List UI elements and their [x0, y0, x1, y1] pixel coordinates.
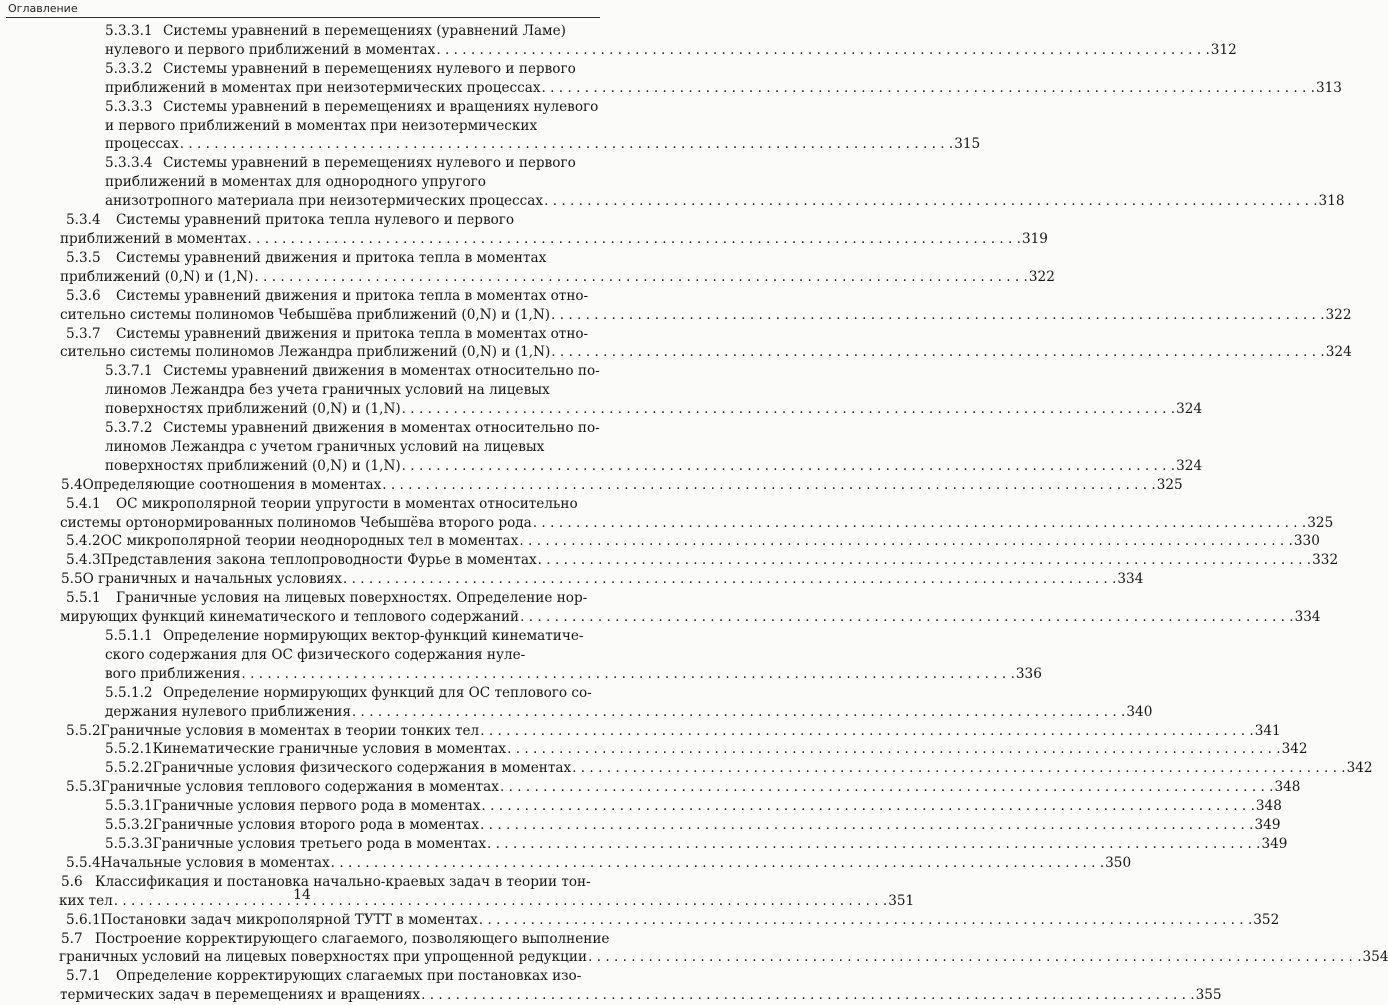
toc-entry-title-line: линомов Лежандра с учетом граничных условий на лицевых — [105, 438, 545, 455]
dot-leader — [572, 759, 1345, 778]
toc-entry-number: 5.3.3.4 — [105, 155, 153, 172]
toc-entry[interactable] — [0, 532, 1320, 551]
toc-entry-number: 5.5.1.2 — [105, 684, 153, 701]
toc-entry-title-line: системы ортонормированных полиномов Чебышёва второго рода — [60, 514, 532, 531]
dot-leader — [538, 551, 1311, 570]
toc-entry-page: 349 — [1254, 817, 1281, 834]
toc-entry[interactable] — [0, 589, 1321, 627]
toc-entry-page: 313 — [1316, 79, 1342, 96]
table-of-contents — [0, 22, 1388, 1005]
toc-entry-title-line: Системы уравнений в перемещениях (уравнений Ламе) — [163, 23, 566, 39]
toc-entry-page: 334 — [1294, 609, 1321, 626]
toc-entry-title-line: Граничные условия в моментах в теории тонких тел — [100, 722, 480, 739]
toc-entry[interactable] — [0, 854, 1132, 873]
toc-entry[interactable] — [0, 495, 1334, 533]
dot-leader — [343, 570, 1116, 589]
dot-leader — [402, 400, 1175, 419]
toc-entry-page: 315 — [954, 136, 981, 153]
toc-entry-title-line: приближений в моментах при неизотермических процессах — [105, 79, 541, 96]
toc-entry-title-line: Системы уравнений движения в моментах относительно по- — [163, 363, 600, 380]
toc-entry-title-line: Системы уравнений движения и притока тепла в моментах отно- — [116, 325, 589, 342]
toc-entry[interactable] — [0, 287, 1352, 325]
toc-entry-page: 332 — [1312, 552, 1339, 569]
dot-leader — [544, 192, 1317, 211]
dot-leader — [480, 722, 1253, 741]
toc-entry-title-line: Определение нормирующих функций для ОС теплового со- — [163, 684, 592, 701]
toc-entry-title-line: Постановки задач микрополярной ТУТТ в моментах — [100, 911, 478, 928]
dot-leader — [402, 457, 1175, 476]
dot-leader — [487, 835, 1260, 854]
dot-leader — [352, 703, 1125, 722]
toc-entry-title-line: Системы уравнений движения в моментах относительно по- — [163, 420, 600, 437]
toc-entry-page: 348 — [1255, 798, 1282, 815]
toc-entry[interactable] — [0, 325, 1352, 363]
dot-leader — [479, 911, 1252, 930]
toc-entry[interactable] — [0, 22, 1237, 60]
toc-entry-title-line: Граничные условия на лицевых поверхностях. Определение нор- — [116, 590, 588, 607]
toc-entry-number: 5.5.3 — [66, 779, 101, 796]
toc-entry-title-line: ского содержания для ОС физического содержания нуле- — [105, 646, 526, 663]
toc-entry-page: 324 — [1176, 401, 1203, 418]
toc-entry-number: 5.5.2 — [66, 722, 101, 739]
toc-entry-number: 5.5.4 — [66, 854, 101, 871]
toc-entry-title-line: процессах — [105, 136, 179, 153]
toc-entry-title-line: вого приближения — [105, 665, 241, 682]
toc-entry-title-line: Системы уравнений в перемещениях нулевого и первого — [163, 155, 576, 172]
toc-entry-page: 340 — [1126, 703, 1153, 720]
toc-entry-title-line: нулевого и первого приближений в моментах — [105, 41, 436, 58]
toc-entry-title-line: О граничных и начальных условиях — [82, 571, 342, 588]
dot-leader — [254, 268, 1027, 287]
toc-entry-number: 5.3.7 — [66, 325, 101, 342]
dot-leader — [507, 740, 1280, 759]
toc-entry-page: 318 — [1318, 193, 1345, 210]
toc-entry-number: 5.3.5 — [66, 249, 101, 266]
toc-entry[interactable] — [0, 684, 1153, 722]
dot-leader — [247, 230, 1020, 249]
toc-entry-number: 5.3.4 — [66, 212, 101, 229]
toc-entry[interactable] — [0, 930, 1388, 968]
toc-entry[interactable] — [0, 778, 1301, 797]
toc-entry-title-line: приближений в моментах — [60, 230, 247, 247]
dot-leader — [241, 665, 1014, 684]
toc-entry-page: 348 — [1274, 779, 1301, 796]
toc-entry-title-line: Определяющие соотношения в моментах — [82, 476, 382, 493]
dot-leader — [542, 79, 1315, 98]
toc-entry-title-line: Классификация и постановка начально-краевых задач в теории тон- — [95, 873, 591, 890]
toc-entry-number: 5.3.6 — [66, 287, 101, 304]
toc-entry-title-line: Представления закона теплопроводности Фурье в моментах — [100, 552, 537, 569]
toc-entry-title-line: линомов Лежандра без учета граничных условий на лицевых — [105, 382, 550, 399]
toc-entry-number: 5.5.3.3 — [105, 835, 153, 852]
toc-entry-title-line: ких тел — [59, 892, 113, 909]
toc-entry-title-line: Системы уравнений притока тепла нулевого и первого — [116, 212, 515, 229]
toc-entry-title-line: поверхностях приближений (0,N) и (1,N) — [105, 457, 401, 474]
toc-entry[interactable] — [0, 551, 1339, 570]
toc-entry-page: 324 — [1176, 457, 1203, 474]
toc-entry-title-line: держания нулевого приближения — [105, 703, 351, 720]
toc-entry-title-line: Граничные условия теплового содержания в моментах — [100, 779, 499, 796]
toc-entry-page: 355 — [1195, 987, 1222, 1004]
toc-entry-page: 322 — [1325, 306, 1352, 323]
dot-leader — [331, 854, 1104, 873]
toc-entry-title-line: поверхностях приближений (0,N) и (1,N) — [105, 401, 401, 418]
toc-entry[interactable] — [0, 570, 1144, 589]
dot-leader — [588, 948, 1361, 967]
toc-entry-number: 5.3.7.1 — [105, 363, 153, 380]
toc-entry-title-line: Системы уравнений в перемещениях и вращениях нулевого — [163, 98, 599, 115]
running-header: Оглавление — [8, 2, 78, 15]
toc-entry-number: 5.4.2 — [66, 533, 101, 550]
toc-entry-title-line: ОС микрополярной теории упругости в моментах относительно — [116, 495, 578, 512]
header-rule — [6, 17, 600, 18]
toc-entry-page: 350 — [1105, 854, 1132, 871]
toc-entry-title-line: Системы уравнений движения и притока тепла в моментах отно- — [116, 287, 589, 304]
toc-entry[interactable] — [0, 211, 1048, 249]
toc-entry-page: 336 — [1015, 665, 1042, 682]
toc-entry-number: 5.3.3.3 — [105, 98, 153, 115]
toc-entry[interactable] — [0, 419, 1203, 476]
toc-entry-page: 322 — [1028, 268, 1055, 285]
toc-entry-number: 5.3.3.1 — [105, 23, 153, 39]
toc-entry[interactable] — [0, 476, 1183, 495]
dot-leader — [481, 797, 1254, 816]
toc-entry-title-line: сительно системы полиномов Чебышёва приближений (0,N) и (1,N) — [60, 306, 551, 323]
toc-entry-title-line: и первого приближений в моментах при неизотермических — [105, 117, 538, 134]
toc-entry-title-line: Системы уравнений движения и притока тепла в моментах — [116, 249, 547, 266]
toc-entry-number: 5.6.1 — [66, 911, 101, 928]
toc-entry-number: 5.5.2.2 — [105, 760, 153, 777]
toc-entry[interactable] — [0, 722, 1281, 741]
toc-entry-title-line: Системы уравнений в перемещениях нулевого и первого — [163, 60, 576, 77]
toc-entry-title-line: сительно системы полиномов Лежандра приближений (0,N) и (1,N) — [60, 344, 551, 361]
dot-leader — [520, 608, 1293, 627]
toc-entry-title-line: Начальные условия в моментах — [100, 854, 330, 871]
dot-leader — [421, 986, 1194, 1005]
toc-entry-title-line: Граничные условия третьего рода в моментах — [152, 835, 487, 852]
toc-entry-number: 5.4 — [61, 476, 83, 493]
toc-entry-number: 5.4.1 — [66, 495, 101, 512]
toc-entry-page: 342 — [1346, 760, 1373, 777]
toc-entry-title-line: Определение корректирующих слагаемых при постановках изо- — [116, 968, 582, 985]
toc-entry-page: 319 — [1021, 230, 1048, 247]
dot-leader — [519, 532, 1292, 551]
toc-entry-page: 342 — [1281, 741, 1308, 758]
toc-entry[interactable] — [0, 249, 1055, 287]
toc-entry-title-line: приближений в моментах для однородного упругого — [105, 174, 486, 191]
toc-entry[interactable] — [0, 967, 1222, 1005]
toc-entry[interactable] — [0, 797, 1282, 816]
toc-entry-page: 341 — [1254, 722, 1281, 739]
toc-entry-title-line: Граничные условия физического содержания в моментах — [152, 760, 572, 777]
toc-entry-page: 351 — [888, 892, 915, 909]
toc-entry-page: 325 — [1307, 514, 1334, 531]
toc-entry[interactable] — [0, 154, 1345, 211]
toc-entry-number: 5.3.3.2 — [105, 60, 153, 77]
toc-entry-page: 354 — [1362, 949, 1388, 966]
toc-entry[interactable] — [0, 911, 1280, 930]
toc-entry-number: 5.5.1 — [66, 590, 101, 607]
toc-entry[interactable] — [0, 835, 1288, 854]
dot-leader — [551, 343, 1324, 362]
toc-entry-page: 352 — [1253, 911, 1280, 928]
toc-entry-page: 334 — [1117, 571, 1144, 588]
toc-entry-title-line: приближений (0,N) и (1,N) — [60, 268, 254, 285]
toc-entry[interactable] — [0, 98, 981, 155]
toc-entry-title-line: Граничные условия второго рода в моментах — [152, 817, 480, 834]
toc-entry-page: 330 — [1293, 533, 1320, 550]
toc-entry-number: 5.7 — [61, 930, 83, 947]
toc-entry-number: 5.5.1.1 — [105, 628, 153, 644]
toc-entry[interactable] — [0, 362, 1203, 419]
toc-entry[interactable] — [0, 740, 1308, 759]
toc-entry-title-line: анизотропного материала при неизотермических процессах — [105, 193, 544, 210]
dot-leader — [382, 476, 1155, 495]
toc-entry-number: 5.5 — [61, 571, 83, 588]
toc-entry[interactable] — [0, 759, 1373, 778]
toc-entry-page: 324 — [1325, 344, 1352, 361]
toc-entry-title-line: граничных условий на лицевых поверхностях при упрощенной редукции — [59, 949, 588, 966]
dot-leader — [180, 135, 953, 154]
toc-entry-title-line: термических задач в перемещениях и вращениях — [60, 987, 421, 1004]
toc-entry-page: 312 — [1210, 41, 1237, 58]
dot-leader — [551, 306, 1324, 325]
toc-entry-title-line: Граничные условия первого рода в моментах — [152, 798, 481, 815]
toc-entry-page: 325 — [1156, 476, 1183, 493]
toc-entry-number: 5.4.3 — [66, 552, 101, 569]
toc-entry-page: 349 — [1261, 835, 1288, 852]
toc-entry[interactable] — [0, 627, 1042, 684]
dot-leader — [500, 778, 1273, 797]
dot-leader — [533, 514, 1306, 533]
toc-entry-number: 5.5.2.1 — [105, 741, 153, 758]
toc-entry-number: 5.3.7.2 — [105, 420, 153, 437]
toc-entry-number: 5.5.3.1 — [105, 798, 153, 815]
toc-entry[interactable] — [0, 816, 1281, 835]
toc-entry-title-line: Определение нормирующих вектор-функций кинематиче- — [163, 628, 584, 644]
dot-leader — [480, 816, 1253, 835]
toc-entry[interactable] — [0, 60, 1342, 98]
toc-entry-title-line: Построение корректирующего слагаемого, позволяющего выполнение — [95, 930, 610, 947]
toc-entry-title-line: Кинематические граничные условия в моментах — [152, 741, 507, 758]
toc-entry-number: 5.5.3.2 — [105, 817, 153, 834]
toc-entry-title-line: ОС микрополярной теории неоднородных тел в моментах — [100, 533, 519, 550]
toc-entry-title-line: мирующих функций кинематического и теплового содержаний — [60, 609, 520, 626]
dot-leader — [436, 41, 1209, 60]
page-number: 14 — [293, 887, 311, 903]
toc-entry-number: 5.7.1 — [66, 968, 101, 985]
toc-entry-number: 5.6 — [61, 873, 83, 890]
